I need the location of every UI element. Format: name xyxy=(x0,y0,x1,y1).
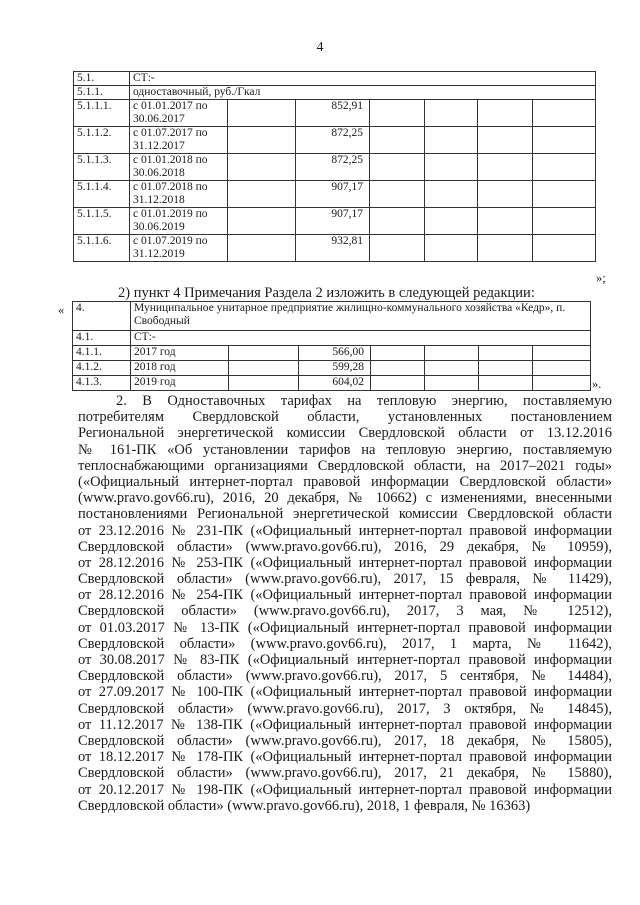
paragraph-line: от 27.09.2017 № 100-ПК («Официальный интернет-портал правовой информации xyxy=(78,684,612,701)
paragraph-line: Свердловской области» (www.pravo.gov66.ru), 2018, 1 февраля, № 16363) xyxy=(78,797,531,814)
row-code: 4.1.1. xyxy=(73,346,131,361)
table2-closing-quote: ». xyxy=(592,377,602,391)
empty-cell xyxy=(425,181,478,208)
empty-cell xyxy=(370,154,425,181)
empty-cell xyxy=(533,100,596,127)
paragraph-line: Свердловской области» (www.pravo.gov66.ru), 2017, 1 марта, № 11642), xyxy=(78,635,612,652)
paragraph-line: Свердловской области» (www.pravo.gov66.ru), 2017, 3 октября, № 14845), xyxy=(78,700,612,717)
empty-cell xyxy=(370,100,425,127)
paragraph-line: Свердловской области» (www.pravo.gov66.ru), 2017, 21 декабря, № 15880), xyxy=(78,765,612,782)
table2-opening-quote: « xyxy=(58,303,65,317)
row-code: 5.1.1.6. xyxy=(74,235,130,262)
table1-row xyxy=(74,100,596,127)
empty-cell xyxy=(425,154,478,181)
row-description: СТ:- xyxy=(131,331,591,346)
row-period: с 01.01.2019 по 30.06.2019 xyxy=(130,208,228,235)
empty-cell xyxy=(479,346,533,361)
paragraph-line: Свердловской области» (www.pravo.gov66.ru), 2017, 3 мая, № 12512), xyxy=(78,603,612,620)
row-description: Муниципальное унитарное предприятие жилищно-коммунального хозяйства «Кедр», п. Свободный xyxy=(131,302,591,331)
table1-row xyxy=(74,72,596,86)
paragraph-line: (www.pravo.gov66.ru), 2016, 20 декабря, № 10662) с изменениями, внесенными xyxy=(78,490,612,507)
table2-row xyxy=(73,376,591,391)
empty-cell xyxy=(425,208,478,235)
empty-cell xyxy=(228,235,296,262)
paragraph-line: № 161-ПК «Об установлении тарифов на тепловую энергию, поставляемую xyxy=(78,441,612,458)
empty-cell xyxy=(478,181,533,208)
empty-cell xyxy=(478,100,533,127)
table1-row xyxy=(74,154,596,181)
empty-cell xyxy=(370,181,425,208)
empty-cell xyxy=(371,361,425,376)
paragraph-line: Региональной энергетической комиссии Свердловской области от 13.12.2016 xyxy=(78,425,612,442)
empty-cell xyxy=(229,376,299,391)
paragraph-line: от 23.12.2016 № 231-ПК («Официальный интернет-портал правовой информации xyxy=(78,522,612,539)
paragraph-line: от 20.12.2017 № 198-ПК («Официальный интернет-портал правовой информации xyxy=(78,781,612,798)
empty-cell xyxy=(370,208,425,235)
tariff-table-4 xyxy=(72,301,591,391)
empty-cell xyxy=(425,361,479,376)
empty-cell xyxy=(478,235,533,262)
empty-cell xyxy=(371,376,425,391)
tariff-table-5 xyxy=(73,71,596,262)
empty-cell xyxy=(533,361,591,376)
page-number: 4 xyxy=(316,40,324,55)
paragraph-line: потребителям Свердловской области, установленных постановлением xyxy=(78,409,612,426)
empty-cell xyxy=(425,127,478,154)
empty-cell xyxy=(478,127,533,154)
table1-row xyxy=(74,127,596,154)
tariff-value: 932,81 xyxy=(296,235,370,262)
row-code: 5.1.1.2. xyxy=(74,127,130,154)
body-paragraph xyxy=(78,393,612,814)
row-code: 5.1.1. xyxy=(74,86,130,100)
paragraph-line: от 30.08.2017 № 83-ПК («Официальный интернет-портал правовой информации xyxy=(78,652,612,668)
table1-row xyxy=(74,86,596,100)
paragraph-line: Свердловской области» (www.pravo.gov66.ru), 2017, 15 февраля, № 11429), xyxy=(78,571,612,588)
row-period: 2019 год xyxy=(131,376,229,391)
tariff-value: 872,25 xyxy=(296,154,370,181)
tariff-value: 907,17 xyxy=(296,208,370,235)
row-period: с 01.07.2019 по 31.12.2019 xyxy=(130,235,228,262)
row-code: 4. xyxy=(73,302,131,331)
empty-cell xyxy=(479,376,533,391)
row-description: одноставочный, руб./Гкал xyxy=(130,86,596,100)
empty-cell xyxy=(533,376,591,391)
empty-cell xyxy=(425,376,479,391)
table2-row xyxy=(73,361,591,376)
tariff-value: 599,28 xyxy=(299,361,371,376)
table2-row xyxy=(73,302,591,331)
empty-cell xyxy=(228,127,296,154)
paragraph-line: от 28.12.2016 № 253-ПК («Официальный интернет-портал правовой информации xyxy=(78,554,612,571)
paragraph-line: («Официальный интернет-портал правовой информации Свердловской области» xyxy=(78,473,612,490)
empty-cell xyxy=(229,361,299,376)
empty-cell xyxy=(228,181,296,208)
tariff-value: 604,02 xyxy=(299,376,371,391)
row-code: 5.1. xyxy=(74,72,130,86)
row-code: 5.1.1.1. xyxy=(74,100,130,127)
table1-row xyxy=(74,181,596,208)
empty-cell xyxy=(478,208,533,235)
note-instruction: 2) пункт 4 Примечания Раздела 2 изложить в следующей редакции: xyxy=(118,285,535,301)
row-period: с 01.01.2017 по 30.06.2017 xyxy=(130,100,228,127)
tariff-value: 872,25 xyxy=(296,127,370,154)
empty-cell xyxy=(228,100,296,127)
empty-cell xyxy=(228,208,296,235)
paragraph-line: от 11.12.2017 № 138-ПК («Официальный интернет-портал правовой информации xyxy=(78,716,612,733)
table1-closing-quote: »; xyxy=(596,271,606,285)
empty-cell xyxy=(533,154,596,181)
paragraph-line: 2. В Одноставочных тарифах на тепловую энергию, поставляемую xyxy=(116,393,612,409)
row-description: СТ:- xyxy=(130,72,596,86)
row-period: 2018 год xyxy=(131,361,229,376)
empty-cell xyxy=(533,181,596,208)
row-code: 5.1.1.5. xyxy=(74,208,130,235)
empty-cell xyxy=(425,100,478,127)
empty-cell xyxy=(478,154,533,181)
row-code: 5.1.1.3. xyxy=(74,154,130,181)
empty-cell xyxy=(533,235,596,262)
paragraph-line: от 01.03.2017 № 13-ПК («Официальный интернет-портал правовой информации xyxy=(78,619,612,636)
empty-cell xyxy=(533,208,596,235)
paragraph-line: от 28.12.2016 № 254-ПК («Официальный интернет-портал правовой информации xyxy=(78,587,612,604)
paragraph-line: от 18.12.2017 № 178-ПК («Официальный интернет-портал правовой информации xyxy=(78,749,612,766)
row-period: с 01.07.2018 по 31.12.2018 xyxy=(130,181,228,208)
tariff-value: 852,91 xyxy=(296,100,370,127)
empty-cell xyxy=(425,235,478,262)
table1-row xyxy=(74,208,596,235)
tariff-value: 907,17 xyxy=(296,181,370,208)
row-code: 4.1. xyxy=(73,331,131,346)
empty-cell xyxy=(425,346,479,361)
paragraph-line: Свердловской области» (www.pravo.gov66.ru), 2017, 5 сентября, № 14484), xyxy=(78,668,612,685)
row-code: 5.1.1.4. xyxy=(74,181,130,208)
row-period: с 01.01.2018 по 30.06.2018 xyxy=(130,154,228,181)
paragraph-line: Свердловской области» (www.pravo.gov66.ru), 2017, 18 декабря, № 15805), xyxy=(78,732,612,749)
paragraph-line: постановлениями Региональной энергетической комиссии Свердловской области xyxy=(78,506,612,523)
table2-row xyxy=(73,331,591,346)
empty-cell xyxy=(533,127,596,154)
empty-cell xyxy=(479,361,533,376)
row-code: 4.1.2. xyxy=(73,361,131,376)
empty-cell xyxy=(370,235,425,262)
empty-cell xyxy=(533,346,591,361)
paragraph-line: Свердловской области» (www.pravo.gov66.ru), 2016, 29 декабря, № 10959), xyxy=(78,538,612,555)
table1-row xyxy=(74,235,596,262)
paragraph-line: теплоснабжающими организациями Свердловской области, на 2017–2021 годы» xyxy=(78,457,612,474)
empty-cell xyxy=(371,346,425,361)
table2-row xyxy=(73,346,591,361)
empty-cell xyxy=(228,154,296,181)
empty-cell xyxy=(370,127,425,154)
tariff-value: 566,00 xyxy=(299,346,371,361)
row-period: с 01.07.2017 по 31.12.2017 xyxy=(130,127,228,154)
empty-cell xyxy=(229,346,299,361)
row-period: 2017 год xyxy=(131,346,229,361)
row-code: 4.1.3. xyxy=(73,376,131,391)
